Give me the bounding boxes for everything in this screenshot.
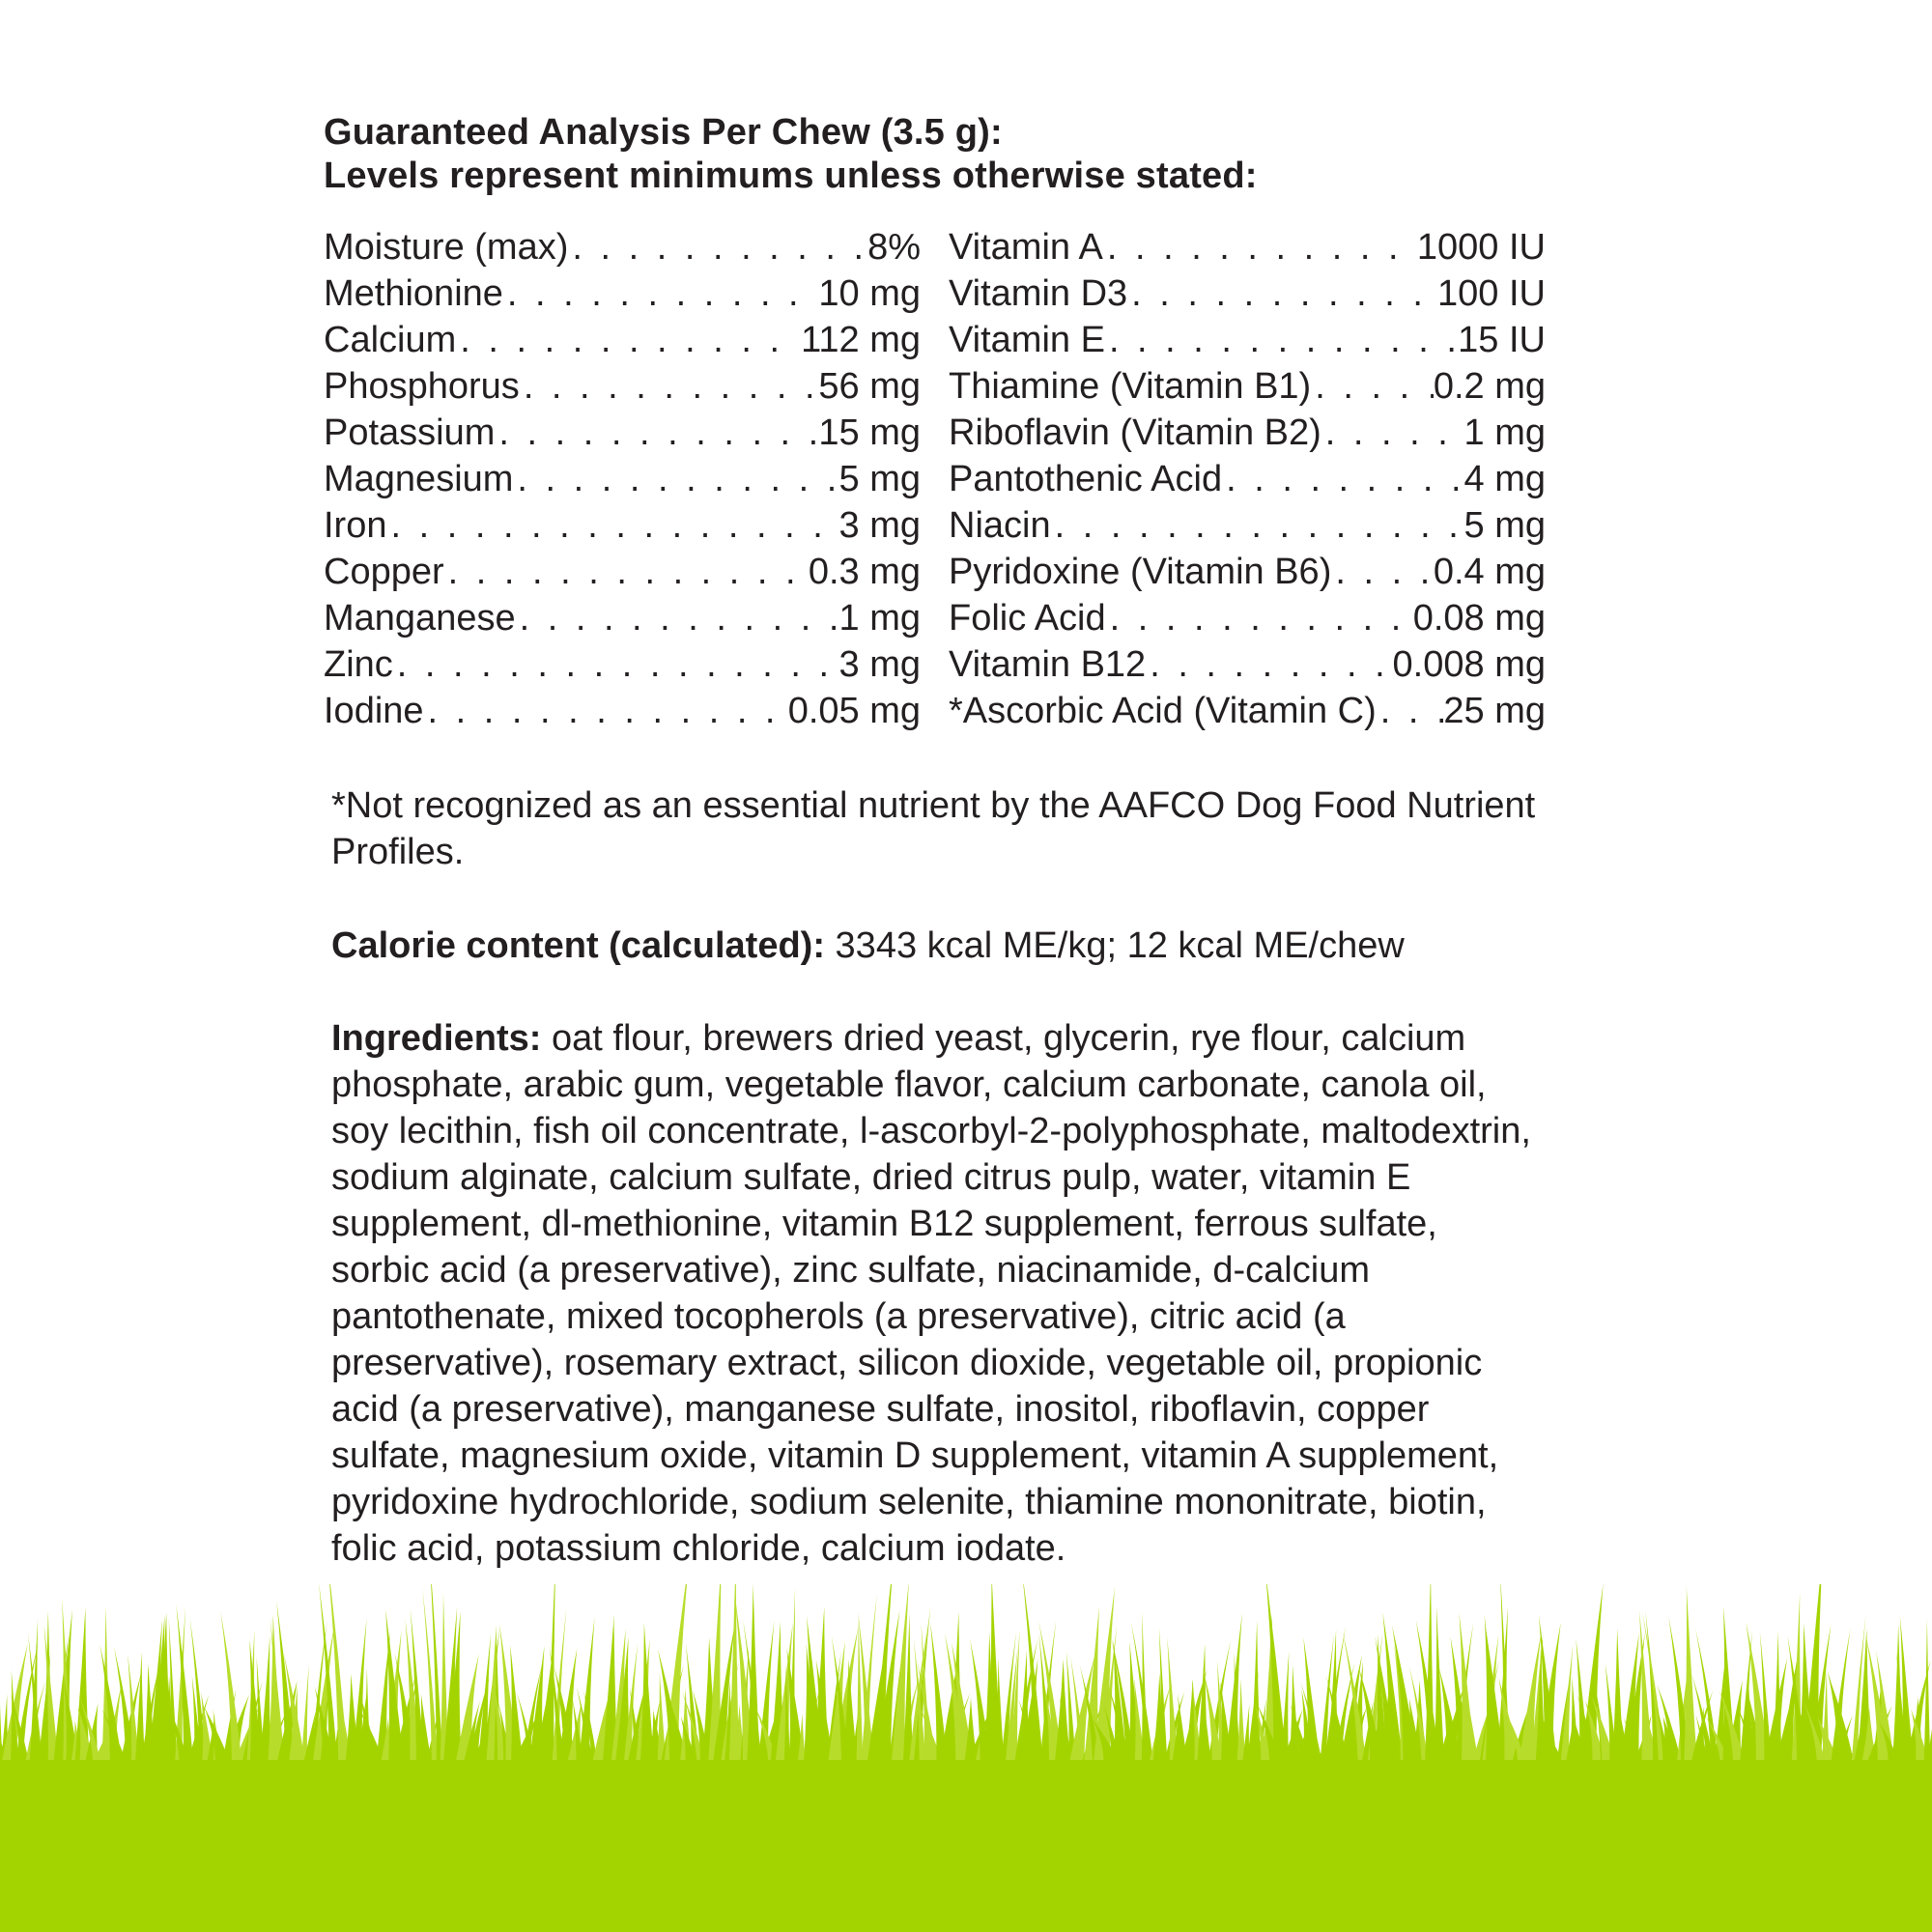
- nutrient-amount: 100 IU: [1437, 273, 1546, 314]
- nutrient-amount: 3 mg: [838, 505, 921, 546]
- ingredients-paragraph: [331, 1015, 1539, 1572]
- nutrient-amount: 0.08 mg: [1412, 598, 1546, 639]
- dot-leader: [1222, 456, 1463, 502]
- nutrient-name: Vitamin B12: [949, 644, 1147, 685]
- analysis-row: [949, 410, 1546, 456]
- grass-ground: [0, 1753, 1932, 1932]
- nutrient-name: Magnesium: [324, 459, 514, 499]
- nutrient-name: Iodine: [324, 691, 424, 731]
- analysis-row: [949, 270, 1546, 317]
- analysis-row: [324, 363, 921, 410]
- dot-leader: [424, 688, 788, 734]
- nutrient-amount: 3 mg: [838, 644, 921, 685]
- nutrient-name: Vitamin A: [949, 227, 1103, 268]
- nutrient-name: Manganese: [324, 598, 516, 639]
- analysis-right-column: [949, 224, 1546, 734]
- nutrient-amount: 112 mg: [801, 320, 921, 360]
- grass-blade: [1251, 1621, 1261, 1760]
- nutrient-name: Pyridoxine (Vitamin B6): [949, 552, 1332, 592]
- nutrient-amount: 0.4 mg: [1433, 552, 1546, 592]
- dot-leader: [444, 549, 809, 595]
- calorie-value: 3343 kcal ME/kg; 12 kcal ME/chew: [835, 925, 1405, 966]
- dot-leader: [520, 363, 819, 410]
- analysis-row: [949, 595, 1546, 641]
- nutrient-amount: 0.05 mg: [787, 691, 921, 731]
- grass-blade: [1281, 1651, 1289, 1760]
- nutrient-name: Vitamin E: [949, 320, 1105, 360]
- aafco-footnote: *Not recognized as an essential nutrient by the AAFCO Dog Food Nutrient Profiles.: [331, 785, 1536, 872]
- nutrient-amount: 0.2 mg: [1433, 366, 1546, 407]
- dot-leader: [568, 224, 867, 270]
- nutrient-name: Vitamin D3: [949, 273, 1128, 314]
- dot-leader: [503, 270, 818, 317]
- analysis-row: [949, 224, 1546, 270]
- dot-leader: [386, 502, 838, 549]
- nutrient-name: Iron: [324, 505, 387, 546]
- analysis-row: [949, 641, 1546, 688]
- nutrient-amount: 15 mg: [818, 412, 921, 453]
- nutrient-amount: 5 mg: [1463, 505, 1546, 546]
- nutrient-amount: 0.3 mg: [808, 552, 921, 592]
- nutrient-name: Folic Acid: [949, 598, 1106, 639]
- nutrient-amount: 1 mg: [838, 598, 921, 639]
- calorie-label: Calorie content (calculated):: [331, 925, 825, 966]
- dot-leader: [513, 456, 838, 502]
- calorie-content: [331, 923, 1587, 969]
- analysis-row: [949, 456, 1546, 502]
- heading-line-1: Guaranteed Analysis Per Chew (3.5 g):: [324, 112, 1003, 153]
- grass-blade: [1684, 1586, 1696, 1760]
- nutrient-name: Riboflavin (Vitamin B2): [949, 412, 1321, 453]
- nutrient-name: Thiamine (Vitamin B1): [949, 366, 1312, 407]
- dot-leader: [495, 410, 818, 456]
- grass-illustration: [0, 1584, 1932, 1932]
- analysis-row: [324, 641, 921, 688]
- dot-leader: [1311, 363, 1434, 410]
- nutrient-name: Phosphorus: [324, 366, 520, 407]
- nutrient-name: Calcium: [324, 320, 457, 360]
- analysis-row: [949, 502, 1546, 549]
- dot-leader: [1321, 410, 1464, 456]
- dot-leader: [1331, 549, 1433, 595]
- ingredients-text: oat flour, brewers dried yeast, glycerin, rye flour, calcium phosphate, arabic gum, vegetable flavor, calcium carbonate, canola oil, soy lecithin, fish oil concentrate, l-ascorbyl-2-polyphosphate, maltodextrin, sodium alginate, calcium sulfate, dried citrus pulp, water, vitamin E supplement, dl-methionine, vitamin B12 supplement, ferrous sulfate, sorbic acid (a preservative), zinc sulfate, niacinamide, d-calcium pantothenate, mixed tocopherols (a preservative), citric acid (a preservative), rosemary extract, silicon dioxide, vegetable oil, propionic acid (a preservative), manganese sulfate, inositol, riboflavin, copper sulfate, magnesium oxide, vitamin D supplement, vitamin A supplement, pyridoxine hydrochloride, sodium selenite, thiamine mononitrate, biotin, folic acid, potassium chloride, calcium iodate.: [331, 1018, 1531, 1569]
- guaranteed-analysis-heading: [324, 111, 1258, 198]
- nutrient-amount: 10 mg: [818, 273, 921, 314]
- nutrient-name: Pantothenic Acid: [949, 459, 1223, 499]
- nutrient-name: Niacin: [949, 505, 1051, 546]
- analysis-row: [324, 595, 921, 641]
- nutrient-amount: 25 mg: [1443, 691, 1546, 731]
- grass-blades: [0, 1584, 1932, 1760]
- dot-leader: [393, 641, 839, 688]
- dot-leader: [1105, 317, 1458, 363]
- ingredients-label: Ingredients:: [331, 1018, 542, 1059]
- analysis-row: [949, 317, 1546, 363]
- nutrient-amount: 8%: [867, 227, 921, 268]
- dot-leader: [456, 317, 801, 363]
- analysis-row: [324, 502, 921, 549]
- nutrient-amount: 1000 IU: [1416, 227, 1546, 268]
- dot-leader: [1106, 595, 1413, 641]
- grass-blade: [510, 1645, 523, 1760]
- dot-leader: [1146, 641, 1392, 688]
- grass-blade: [857, 1616, 864, 1760]
- analysis-row: [324, 270, 921, 317]
- nutrient-name: Potassium: [324, 412, 496, 453]
- nutrient-amount: 56 mg: [818, 366, 921, 407]
- nutrient-amount: 5 mg: [838, 459, 921, 499]
- nutrient-amount: 1 mg: [1463, 412, 1546, 453]
- dot-leader: [1103, 224, 1417, 270]
- dot-leader: [1377, 688, 1444, 734]
- nutrient-amount: 0.008 mg: [1392, 644, 1546, 685]
- analysis-row: [949, 363, 1546, 410]
- nutrient-name: Methionine: [324, 273, 503, 314]
- grass-blade: [135, 1652, 145, 1760]
- analysis-row: [324, 410, 921, 456]
- analysis-row: [324, 224, 921, 270]
- analysis-row: [324, 456, 921, 502]
- nutrient-name: Moisture (max): [324, 227, 569, 268]
- nutrient-amount: 4 mg: [1463, 459, 1546, 499]
- analysis-row: [949, 688, 1546, 734]
- heading-line-2: Levels represent minimums unless otherwise stated:: [324, 156, 1258, 196]
- nutrient-name: Copper: [324, 552, 444, 592]
- nutrient-name: Zinc: [324, 644, 393, 685]
- analysis-row: [324, 317, 921, 363]
- analysis-left-column: [324, 224, 921, 734]
- analysis-row: [324, 688, 921, 734]
- grass-blade: [0, 1605, 2, 1760]
- dot-leader: [1127, 270, 1437, 317]
- grass-blade: [1290, 1664, 1299, 1760]
- analysis-row: [324, 549, 921, 595]
- analysis-row: [949, 549, 1546, 595]
- nutrient-name: *Ascorbic Acid (Vitamin C): [949, 691, 1377, 731]
- dot-leader: [1051, 502, 1464, 549]
- dot-leader: [516, 595, 839, 641]
- nutrient-amount: 15 IU: [1458, 320, 1546, 360]
